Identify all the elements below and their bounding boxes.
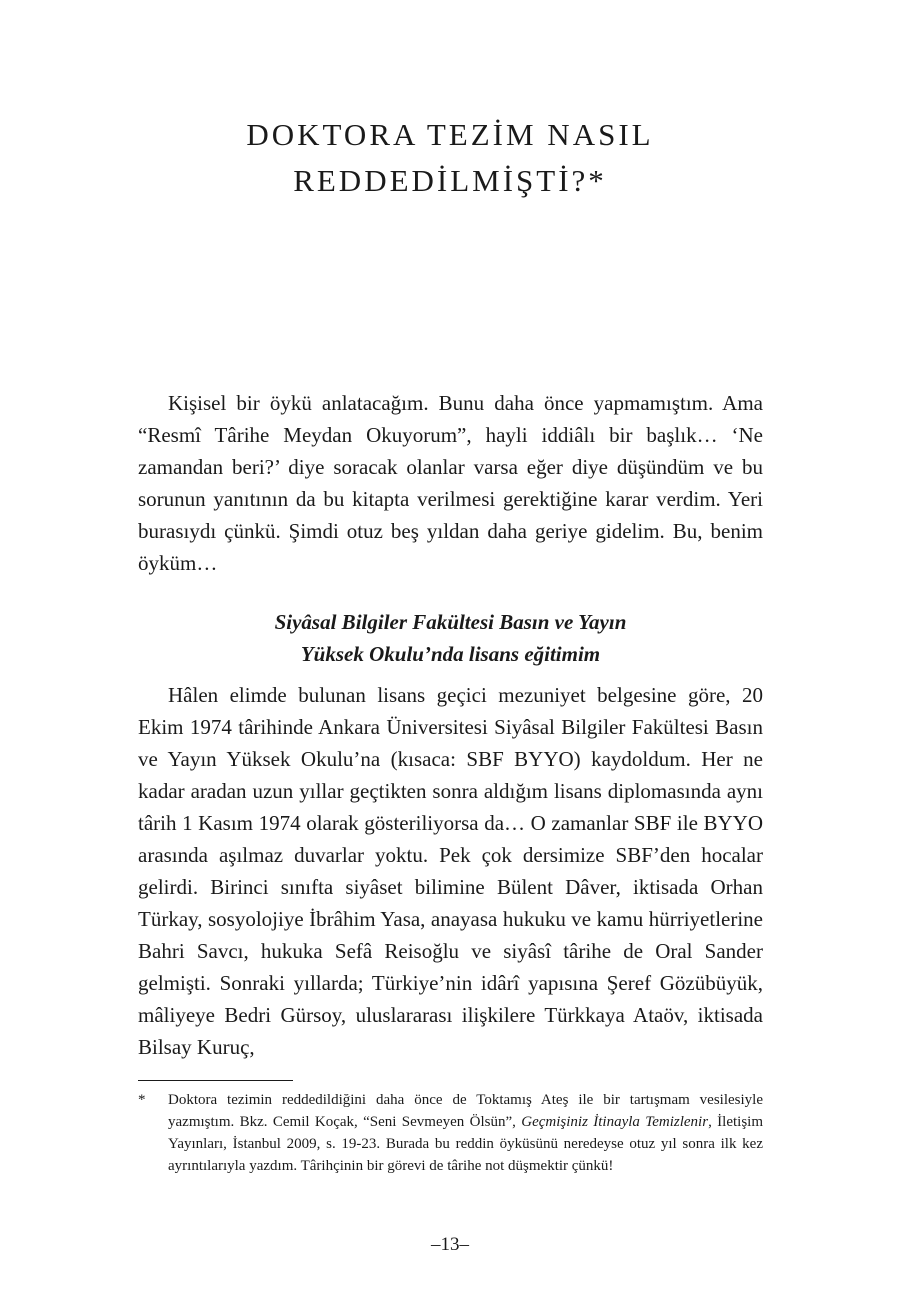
footnote-marker: * (138, 1092, 146, 1108)
footnote (138, 1089, 763, 1177)
section-heading-line-2: Yüksek Okulu’nda lisans eğitimim (300, 642, 601, 666)
section-body (138, 679, 763, 1063)
chapter-title-line-1: DOKTORA TEZİM NASIL (246, 117, 654, 152)
footnote-text-before: Doktora tezimin reddedildiğini daha önce de Toktamış Ateş ile bir tartışmam vesilesiyle yazmıştım. Bkz. Cemil Koçak, “Seni Sevmeyen Ölsün”, (168, 1092, 763, 1130)
intro-section (138, 387, 763, 579)
section-heading-line-1: Siyâsal Bilgiler Fakültesi Basın ve Yayın (274, 610, 627, 634)
footnote-text (168, 1089, 763, 1177)
section-heading (138, 606, 763, 670)
chapter-title-line-2: REDDEDİLMİŞTİ?* (293, 163, 607, 198)
footnote-divider (138, 1080, 293, 1081)
intro-paragraph: Kişisel bir öykü anlatacağım. Bunu daha önce yapmamıştım. Ama “Resmî Târihe Meydan Okuyorum”, hayli iddiâlı bir başlık… ‘Ne zamandan beri?’ diye soracak olanlar varsa eğer diye düşündüm ve bu sorunun yanıtının da bu kitapta verilmesi gerektiğine karar verdim. Yeri burasıydı çünkü. Şimdi otuz beş yıldan daha geriye gidelim. Bu, benim öyküm… (138, 391, 763, 575)
section-paragraph: Hâlen elimde bulunan lisans geçici mezuniyet belgesine göre, 20 Ekim 1974 târihinde Ankara Üniversitesi Siyâsal Bilgiler Fakültesi Basın ve Yayın Yüksek Okulu’na (kısaca: SBF BYYO) kaydoldum. Her ne kadar aradan uzun yıllar geçtikten sonra aldığım lisans diplomasında aynı târih 1 Kasım 1974 olarak gösteriliyorsa da… O zamanlar SBF ile BYYO arasında aşılmaz duvarlar yoktu. Pek çok dersimize SBF’den hocalar gelirdi. Birinci sınıfta siyâset bilimine Bülent Dâver, iktisada Orhan Türkay, sosyolojiye İbrâhim Yasa, anayasa hukuku ve kamu hürriyetlerine Bahri Savcı, hukuka Sefâ Reisoğlu ve siyâsî târihe de Oral Sander gelmişti. Sonraki yıllarda; Türkiye’nin idârî yapısına Şeref Gözübüyük, mâliyeye Bedri Gürsoy, uluslararası ilişkilere Türkkaya Ataöv, iktisada Bilsay Kuruç, (138, 683, 763, 1059)
footnote-book-title: Geçmişiniz İtinayla Temizlenir (521, 1114, 709, 1130)
footnote-text-after: , İletişim Yayınları, İstanbul 2009, s. 19-23. Burada bu reddin öyküsünü neredeyse otuz yıl sonra ilk kez ayrıntılarıyla yazdım. Târihçinin bir görevi de târihe not düşmektir çünkü! (168, 1114, 763, 1174)
chapter-title (0, 112, 900, 204)
page-number: –13– (431, 1234, 469, 1255)
